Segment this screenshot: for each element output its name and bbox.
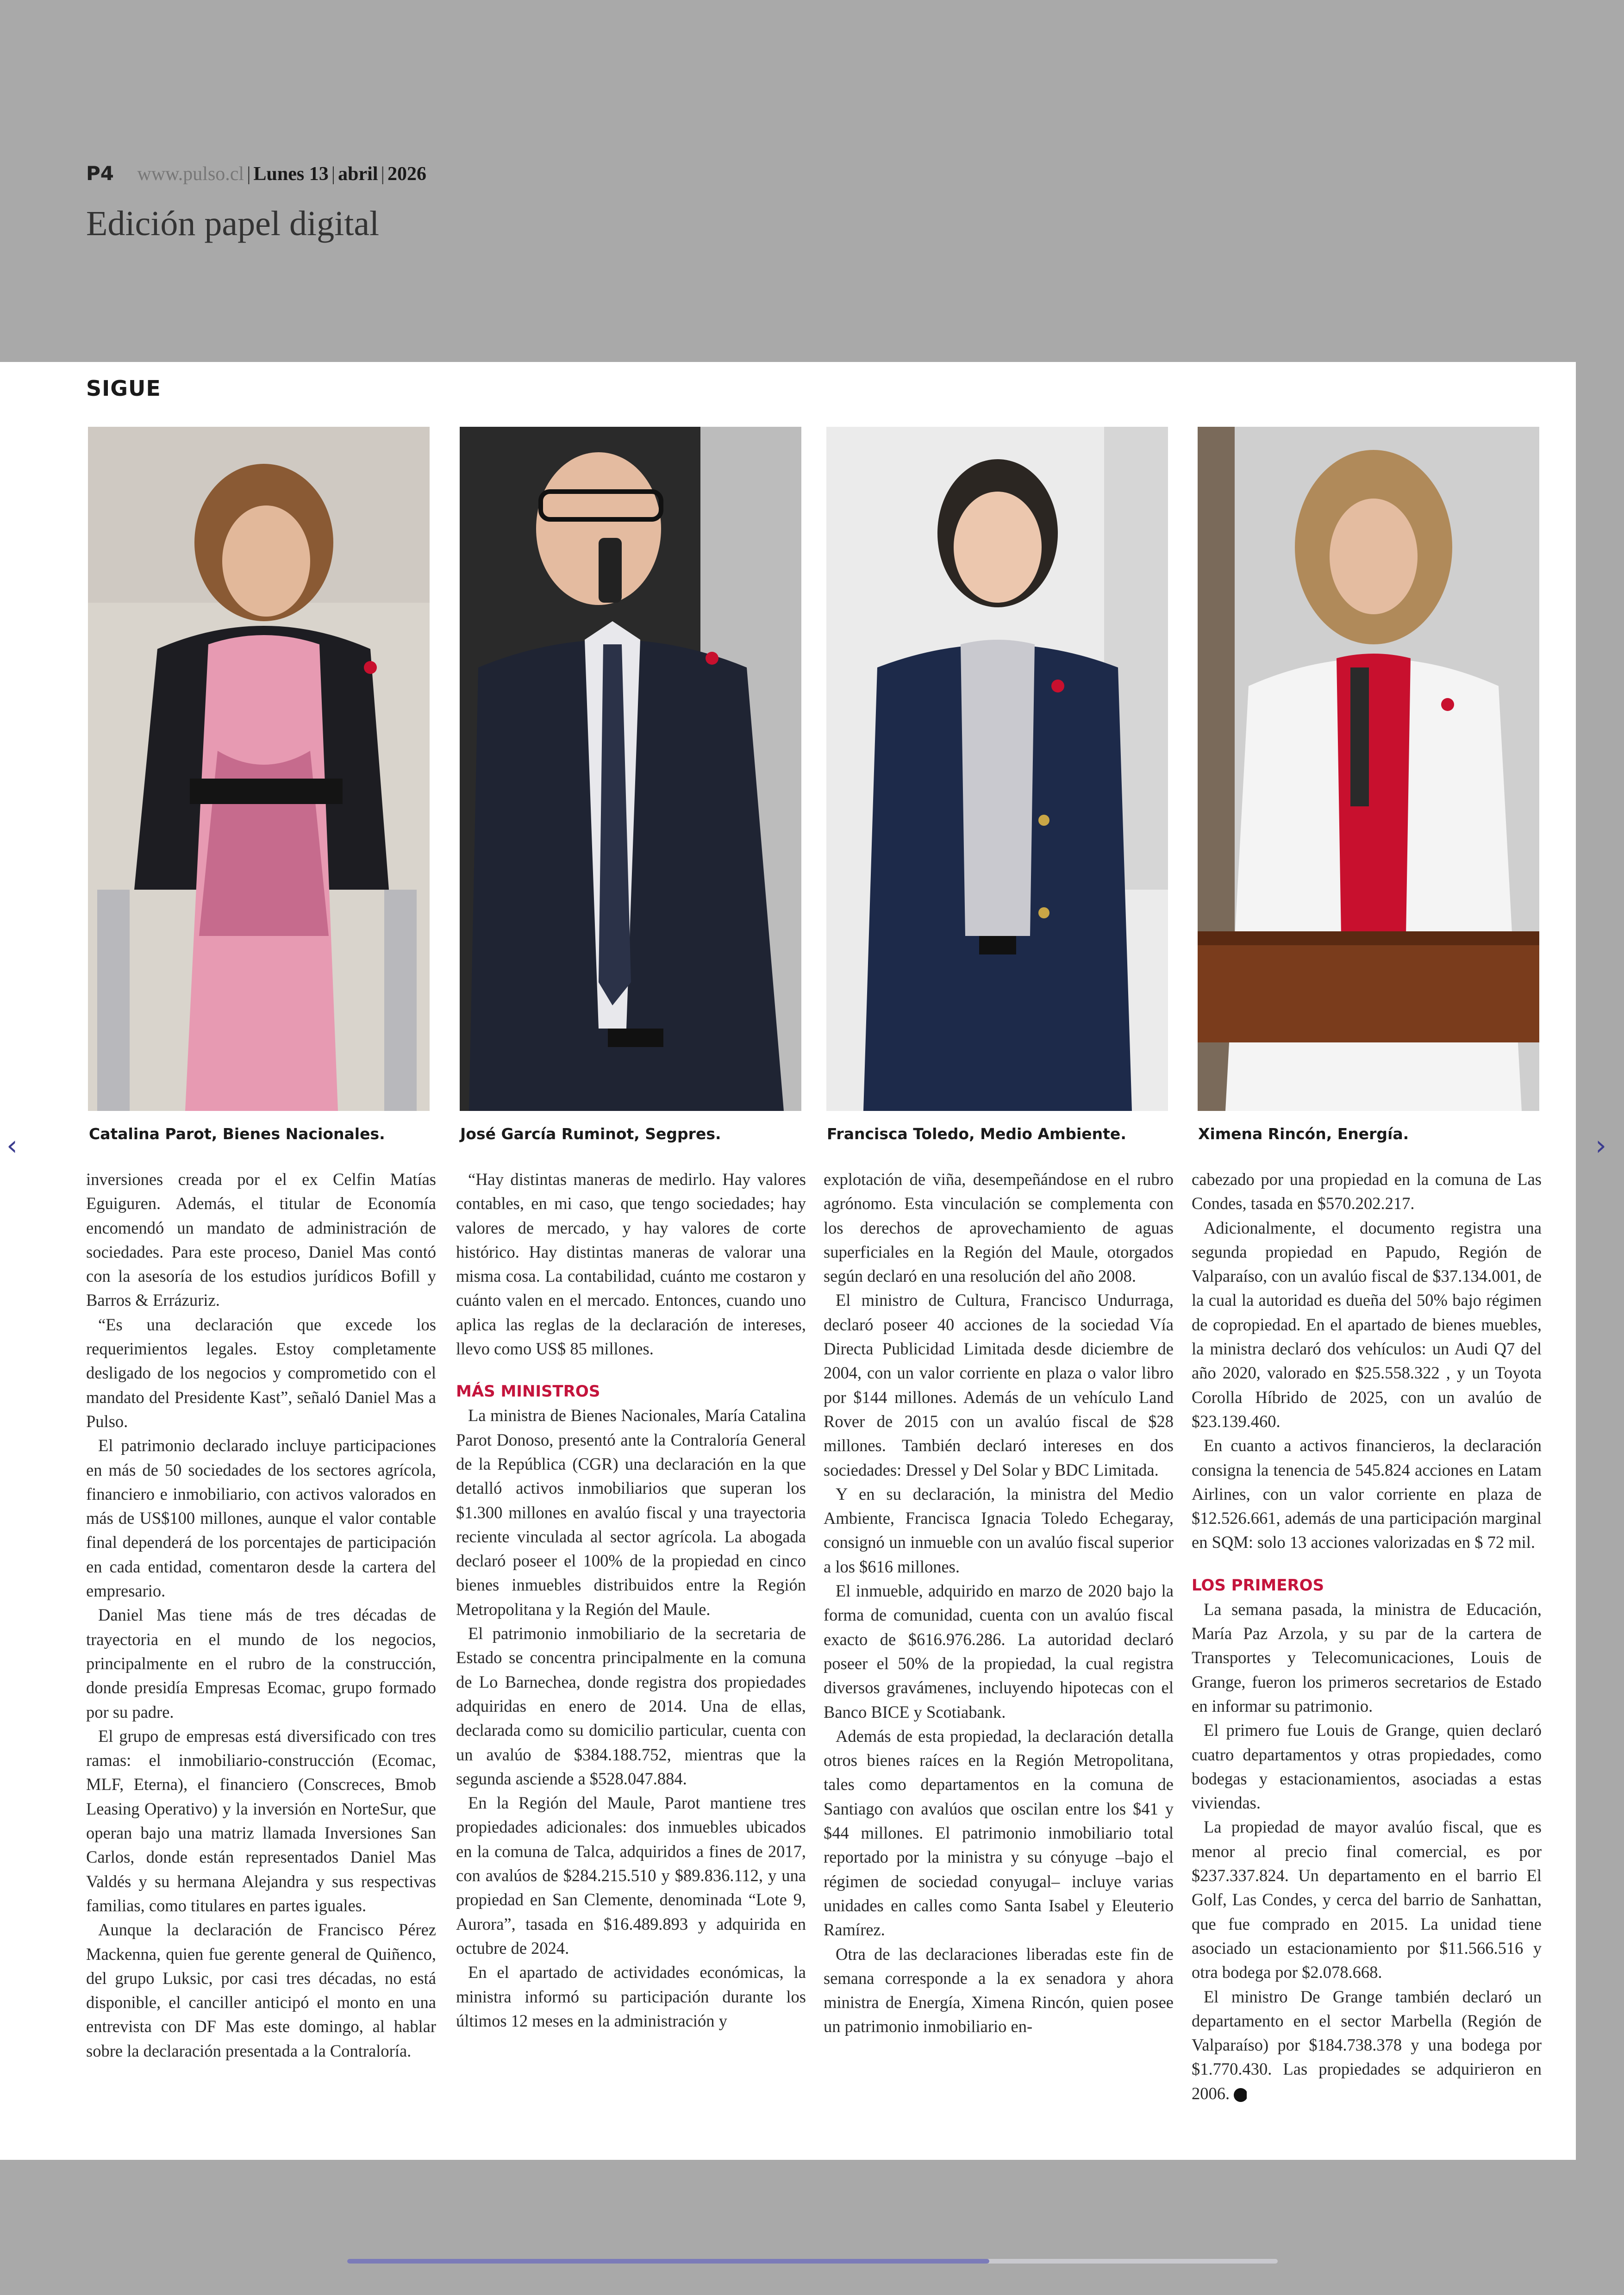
paragraph: El patrimonio declarado incluye participaciones en más de 50 sociedades de los sectores agrícola, financiero e inmobiliario, con activos valorados en más de US$100 millones, aunque el valor contable final dependerá de los porcentajes de participación en cada entidad, comentaron desde la cartera del empresario. (86, 1436, 436, 1601)
photo-caption: José García Ruminot, Segpres. (460, 1125, 721, 1143)
paragraph: inversiones creada por el ex Celfin Matías Eguiguren. Además, el titular de Economía encomendó un mandato de administración de sociedades. Para este proceso, Daniel Mas contó con la asesoría de los estudios jurídicos Bofill y Barros & Errázuriz. (86, 1170, 436, 1310)
photo-jose-garcia-ruminot (460, 427, 801, 1111)
paragraph: El ministro de Cultura, Francisco Undurraga, declaró poseer 40 acciones de la sociedad Vía Directa Publicidad Limitada desde diciembre de 2004, con un valor corriente en plaza o valor libro por $144 millones. Además de un vehículo Land Rover de 2015 con un avalúo fiscal de $28 millones. También declaró intereses en dos sociedades: Dressel y Del Solar y BDC Limitada. (824, 1291, 1174, 1479)
end-mark-icon: P (1234, 2088, 1248, 2102)
paragraph: Además de esta propiedad, la declaración detalla otros bienes raíces en la Región Metropolitana, tales como departamentos en la comuna de Santiago con avalúos que oscilan entre los $41 y $44 millones. El patrimonio inmobiliario total reportado por la ministra y su cónyuge –bajo el régimen de sociedad conyugal– incluye varias unidades en calles como Santa Isabel y Eleuterio Ramírez. (824, 1726, 1174, 1940)
paragraph: Y en su declaración, la ministra del Medio Ambiente, Francisca Ignacia Toledo Echegaray, consignó un inmueble con un avalúo fiscal superior a los $616 millones. (824, 1484, 1174, 1576)
paragraph: El primero fue Louis de Grange, quien declaró cuatro departamentos y otras propiedades, como bodegas y estacionamientos, asociadas a estas viviendas. (1192, 1721, 1542, 1813)
paragraph: En cuanto a activos financieros, la declaración consigna la tenencia de 545.824 acciones en Latam Airlines, con un valor corriente en plaza de $12.526.661, además de una participación marginal en SQM: solo 13 acciones valorizadas en $ 72 mil. (1192, 1436, 1542, 1552)
paragraph: cabezado por una propiedad en la comuna de Las Condes, tasada en $570.202.217. (1192, 1170, 1542, 1213)
newspaper-page (0, 362, 1576, 2160)
paragraph: Daniel Mas tiene más de tres décadas de trayectoria en el mundo de los negocios, principalmente en el rubro de la construcción, donde presidía Empresas Ecomac, grupo formado por su padre. (86, 1605, 436, 1721)
person-photo-icon (88, 427, 430, 1111)
paragraph: “Hay distintas maneras de medirlo. Hay valores contables, en mi caso, que tengo sociedades; hay valores de mercado, y hay valores de corte histórico. Hay distintas maneras de valorar una misma cosa. La contabilidad, cuánto me costaron y cuánto valen en el mercado. Entonces, cuando uno aplica las reglas de la declaración de intereses, llevo como US$ 85 millones. (456, 1170, 806, 1359)
article-column-4 (1192, 1167, 1542, 2106)
paragraph: El inmueble, adquirido en marzo de 2020 bajo la forma de comunidad, cuenta con un avalúo fiscal exacto de $616.976.286. La autoridad declaró poseer el 50% de la propiedad, la cual registra diversos gravámenes, incluyendo hipotecas con el Banco BICE y Scotiabank. (824, 1581, 1174, 1721)
photo-caption: Catalina Parot, Bienes Nacionales. (89, 1125, 385, 1143)
subheading-mas-ministros: MÁS MINISTROS (456, 1382, 600, 1401)
photo-caption: Ximena Rincón, Energía. (1198, 1125, 1409, 1143)
chevron-left-icon[interactable]: ‹ (6, 1129, 18, 1162)
page-number: P4 (86, 162, 114, 185)
person-photo-icon (826, 427, 1168, 1111)
photo-francisca-toledo (826, 427, 1168, 1111)
paragraph: Aunque la declaración de Francisco Pérez Mackenna, quien fue gerente general de Quiñenco, del grupo Luksic, por casi tres décadas, no está disponible, el canciller anticipó el monto en una entrevista con DF Mas este domingo, al hablar sobre la declaración presentada a la Contraloría. (86, 1920, 436, 2060)
paragraph (1192, 1985, 1542, 2106)
subheading-los-primeros: LOS PRIMEROS (1192, 1576, 1324, 1595)
article-column-1 (86, 1167, 436, 2063)
edition-title: Edición papel digital (86, 204, 380, 243)
article-column-2 (456, 1167, 806, 2033)
article-column-3 (824, 1167, 1174, 2039)
photo-caption: Francisca Toledo, Medio Ambiente. (827, 1125, 1126, 1143)
page-header: P4 www.pulso.cl | Lunes 13 | abril | 2026 (86, 162, 426, 185)
paragraph: En el apartado de actividades económicas, la ministra informó su participación durante los últimos 12 meses en la administración y (456, 1963, 806, 2030)
site-url[interactable]: www.pulso.cl (137, 163, 244, 185)
person-photo-icon (460, 427, 801, 1111)
date-year: 2026 (387, 163, 426, 185)
person-photo-icon (1198, 427, 1539, 1111)
paragraph: “Es una declaración que excede los requerimientos legales. Estoy completamente desligado de los negocios y comprometido con el mandato del Presidente Kast”, señaló Daniel Mas a Pulso. (86, 1315, 436, 1431)
date-month: abril (338, 163, 378, 185)
paragraph: En la Región del Maule, Parot mantiene tres propiedades adicionales: dos inmuebles ubicados en la comuna de Talca, adquiridos a fines de 2017, con avalúos de $284.215.510 y $89.836.112, y una propiedad en San Clemente, denominada “Lote 9, Aurora”, tasada en $16.489.893 y adquirida en octubre de 2024. (456, 1793, 806, 1958)
paragraph: Adicionalmente, el documento registra una segunda propiedad en Papudo, Región de Valparaíso, con un avalúo fiscal de $37.134.001, de la cual la autoridad es dueña del 50% bajo régimen de copropiedad. En el apartado de bienes muebles, la ministra declaró dos vehículos: un Audi Q7 del año 2020, valorado en $25.558.322 , y un Toyota Corolla Híbrido de 2025, con un avalúo de $23.139.460. (1192, 1218, 1542, 1431)
paragraph-text: El ministro De Grange también declaró un departamento en el sector Marbella (Región de Valparaíso) por $184.738.378 y una bodega por $1.770.430. Las propiedades se adquirieron en 2006. (1192, 1987, 1542, 2103)
section-label: SIGUE (86, 376, 161, 401)
paragraph: El patrimonio inmobiliario de la secretaria de Estado se concentra principalmente en la comuna de Lo Barnechea, donde registra dos propiedades adquiridas en enero de 2014. Una de ellas, declarada como su domicilio particular, cuenta con un avalúo de $384.188.752, mientras que la segunda asciende a $528.047.884. (456, 1624, 806, 1788)
paragraph: Otra de las declaraciones liberadas este fin de semana corresponde a la ex senadora y ahora ministra de Energía, Ximena Rincón, quien posee un patrimonio inmobiliario en- (824, 1944, 1174, 2036)
paragraph: El grupo de empresas está diversificado con tres ramas: el inmobiliario-construcción (Ecomac, MLF, Eterna), el financiero (Conscreces, Bmob Leasing Operativo) y la inversión en NorteSur, que operan bajo una matriz llamada Inversiones San Carlos, donde están representados Daniel Mas Valdés y su hermana Alejandra y sus respectivas familias, como titulares en partes iguales. (86, 1726, 436, 1915)
date-day: Lunes 13 (253, 163, 329, 185)
paragraph: La propiedad de mayor avalúo fiscal, que es menor al precio final comercial, es por $237.337.824. Un departamento en el barrio El Golf, Las Condes, y cerca del barrio de Sanhattan, que fue comprado en 2015. La unidad tiene asociado un estacionamiento por $11.566.516 y otra bodega por $2.078.668. (1192, 1817, 1542, 1982)
chevron-right-icon[interactable]: › (1595, 1129, 1606, 1162)
page-progress-fill (347, 2259, 989, 2264)
photo-catalina-parot (88, 427, 430, 1111)
paragraph: explotación de viña, desempeñándose en el rubro agrónomo. Esta vinculación se complementa con los derechos de aprovechamiento de aguas superficiales en la Región del Maule, otorgados según declaró en una resolución del año 2008. (824, 1170, 1174, 1286)
page-progress-bar[interactable] (347, 2259, 1278, 2264)
paragraph: La semana pasada, la ministra de Educación, María Paz Arzola, y su par de la cartera de Transportes y Telecomunicaciones, Louis de Grange, fueron los primeros secretarios de Estado en informar su patrimonio. (1192, 1599, 1542, 1715)
photo-ximena-rincon (1198, 427, 1539, 1111)
paragraph: La ministra de Bienes Nacionales, María Catalina Parot Donoso, presentó ante la Contraloría General de la República (CGR) una declaración en la que detalló activos inmobiliarios que superan los $1.300 millones en avalúo fiscal y una trayectoria reciente vinculada al sector agrícola. La abogada declaró poseer el 100% de la propiedad en cinco bienes inmuebles distribuidos entre la Región Metropolitana y la Región del Maule. (456, 1406, 806, 1619)
